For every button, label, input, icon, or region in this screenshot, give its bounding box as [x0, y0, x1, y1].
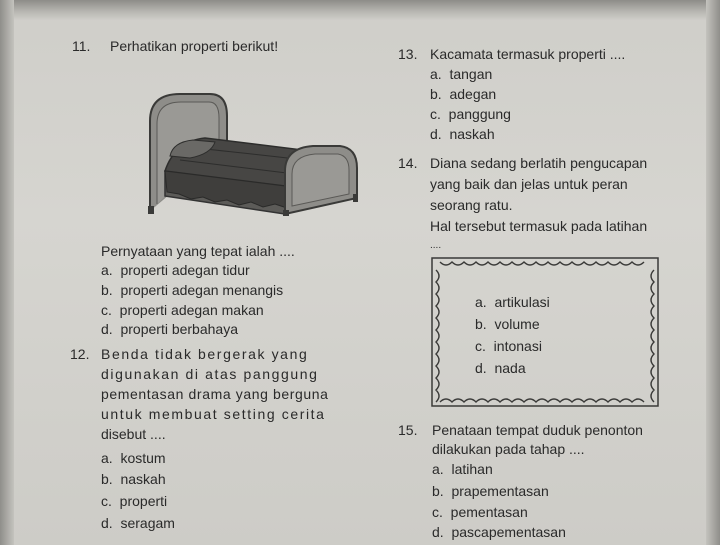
q12-line-5: disebut ....	[101, 426, 166, 442]
q14-option-a[interactable]	[475, 294, 550, 310]
q15-option-a[interactable]	[432, 461, 493, 477]
option-letter: a.	[430, 66, 442, 82]
option-text: kostum	[120, 450, 166, 466]
q11-number: 11.	[72, 38, 91, 54]
q13-option-d[interactable]	[430, 126, 495, 142]
q12-option-d[interactable]	[101, 515, 175, 531]
option-text: intonasi	[493, 338, 542, 354]
option-letter: b.	[101, 282, 113, 298]
q13-prompt: Kacamata termasuk properti ....	[430, 46, 626, 62]
bed-illustration	[135, 86, 360, 216]
q12-option-c[interactable]	[101, 493, 167, 509]
q12-line-1: Benda tidak bergerak yang	[101, 346, 309, 362]
option-letter: b.	[430, 86, 442, 102]
option-text: nada	[494, 360, 526, 376]
option-text: naskah	[449, 126, 495, 142]
q14-line-5: ....	[430, 240, 442, 251]
option-text: tangan	[449, 66, 493, 82]
q11-prompt: Perhatikan properti berikut!	[110, 38, 279, 54]
q14-line-3: seorang ratu.	[430, 197, 513, 213]
q15-option-d[interactable]	[432, 524, 566, 540]
q11-statement: Pernyataan yang tepat ialah ....	[101, 243, 295, 259]
option-text: pementasan	[450, 504, 528, 520]
option-letter: d.	[432, 524, 444, 540]
option-text: naskah	[120, 471, 166, 487]
option-text: prapementasan	[451, 483, 549, 499]
option-text: seragam	[120, 515, 175, 531]
q11-option-d[interactable]	[101, 321, 238, 337]
page-left-edge	[0, 0, 14, 545]
option-text: properti	[119, 493, 168, 509]
q13-option-c[interactable]	[430, 106, 511, 122]
option-letter: d.	[101, 515, 113, 531]
option-text: artikulasi	[494, 294, 550, 310]
option-letter: c.	[432, 504, 443, 520]
q11-option-a[interactable]	[101, 262, 250, 278]
q15-option-b[interactable]	[432, 483, 549, 499]
decorative-frame	[430, 256, 660, 408]
option-text: properti adegan makan	[119, 302, 264, 318]
option-letter: d.	[101, 321, 113, 337]
option-letter: c.	[475, 338, 486, 354]
q14-line-2: yang baik dan jelas untuk peran	[430, 176, 628, 192]
q12-number: 12.	[70, 346, 90, 362]
q14-number: 14.	[398, 155, 418, 171]
option-text: adegan	[449, 86, 497, 102]
option-letter: a.	[432, 461, 444, 477]
option-letter: b.	[432, 483, 444, 499]
q15-number: 15.	[398, 422, 418, 438]
option-letter: b.	[475, 316, 487, 332]
q14-option-b[interactable]	[475, 316, 540, 332]
option-letter: c.	[430, 106, 441, 122]
q12-line-2: digunakan di atas panggung	[101, 366, 319, 382]
q12-option-a[interactable]	[101, 450, 166, 466]
page-right-edge	[706, 0, 720, 545]
page-top-edge	[0, 0, 720, 20]
option-text: volume	[494, 316, 540, 332]
q14-option-c[interactable]	[475, 338, 542, 354]
option-letter: a.	[101, 262, 113, 278]
q12-line-4: untuk membuat setting cerita	[101, 406, 326, 422]
option-text: properti adegan tidur	[120, 262, 250, 278]
q15-line-2: dilakukan pada tahap ....	[432, 441, 585, 457]
option-letter: d.	[430, 126, 442, 142]
q15-option-c[interactable]	[432, 504, 528, 520]
q15-line-1: Penataan tempat duduk penonton	[432, 422, 643, 438]
q13-option-b[interactable]	[430, 86, 496, 102]
q13-option-a[interactable]	[430, 66, 492, 82]
option-letter: a.	[101, 450, 113, 466]
option-text: pascapementasan	[451, 524, 566, 540]
option-text: properti adegan menangis	[120, 282, 284, 298]
option-letter: c.	[101, 493, 112, 509]
option-letter: b.	[101, 471, 113, 487]
option-letter: d.	[475, 360, 487, 376]
option-letter: a.	[475, 294, 487, 310]
q14-line-1: Diana sedang berlatih pengucapan	[430, 155, 648, 171]
q14-line-4: Hal tersebut termasuk pada latihan	[430, 218, 648, 234]
q13-number: 13.	[398, 46, 418, 62]
q14-option-d[interactable]	[475, 360, 526, 376]
option-letter: c.	[101, 302, 112, 318]
q12-option-b[interactable]	[101, 471, 166, 487]
option-text: panggung	[448, 106, 511, 122]
q11-option-b[interactable]	[101, 282, 283, 298]
option-text: latihan	[451, 461, 493, 477]
option-text: properti berbahaya	[120, 321, 238, 337]
q12-line-3: pementasan drama yang berguna	[101, 386, 329, 402]
q11-option-c[interactable]	[101, 302, 264, 318]
